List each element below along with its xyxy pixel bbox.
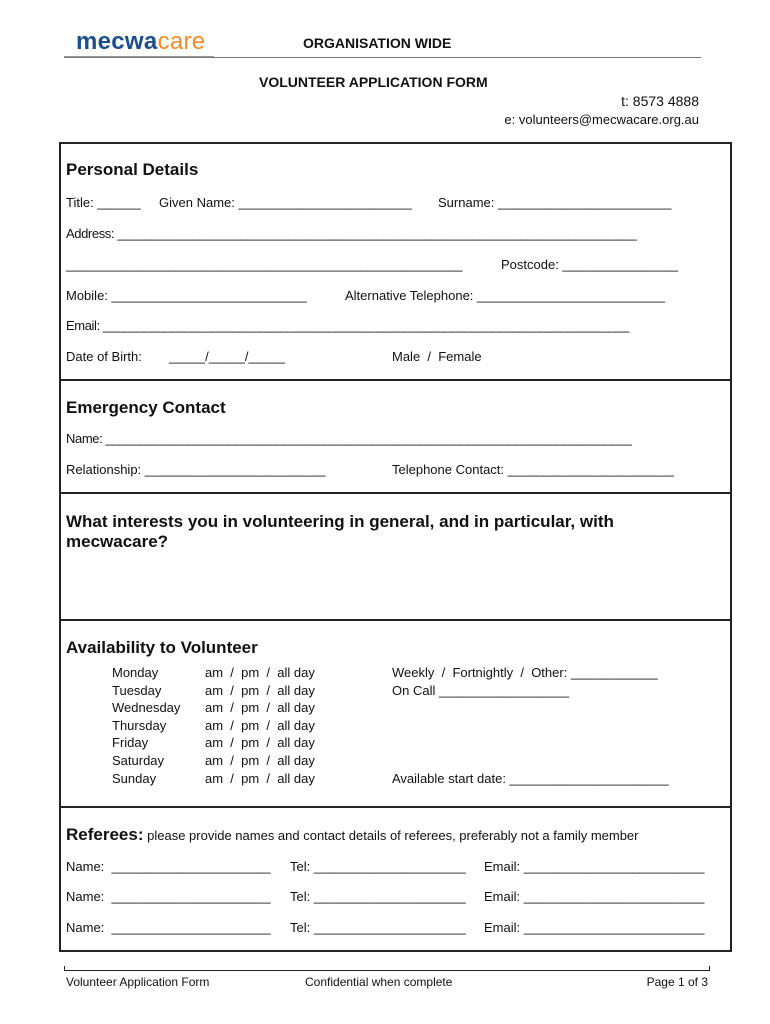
day-label: Friday [112, 735, 149, 750]
footer-confidential: Confidential when complete [305, 975, 453, 989]
referee-name-field[interactable]: Name: ______________________ [66, 859, 271, 874]
address-field[interactable]: Address: ____________________________________________________________________________ [66, 226, 637, 241]
time-slot-options[interactable]: am / pm / all day [205, 683, 315, 698]
title-field[interactable]: Title: ______ [66, 195, 141, 210]
referee-tel-field[interactable]: Tel: _____________________ [290, 859, 466, 874]
referee-email-field[interactable]: Email: _________________________ [484, 920, 705, 935]
referee-tel-field[interactable]: Tel: _____________________ [290, 920, 466, 935]
address-line2-field[interactable]: __________________________________________________________ [66, 257, 463, 272]
interest-question-line2: mecwacare? [66, 532, 169, 551]
availability-heading: Availability to Volunteer [66, 638, 258, 657]
section-divider [59, 492, 732, 494]
time-slot-options[interactable]: am / pm / all day [205, 718, 315, 733]
referee-name-field[interactable]: Name: ______________________ [66, 889, 271, 904]
telephone-contact-field[interactable]: Telephone Contact: _______________________ [392, 462, 674, 477]
logo-secondary: care [157, 28, 206, 55]
frequency-options[interactable]: Weekly / Fortnightly / Other: ____________ [392, 665, 658, 680]
gender-options[interactable]: Male / Female [392, 349, 482, 364]
mecwacare-logo [76, 30, 205, 54]
dob-field[interactable]: _____/_____/_____ [169, 349, 285, 364]
contact-phone: t: 8573 4888 [621, 93, 699, 109]
referee-tel-field[interactable]: Tel: _____________________ [290, 889, 466, 904]
contact-email: e: volunteers@mecwacare.org.au [504, 112, 699, 127]
on-call-field[interactable]: On Call __________________ [392, 683, 570, 698]
section-divider [59, 619, 732, 621]
emergency-contact-heading: Emergency Contact [66, 398, 226, 417]
referee-name-field[interactable]: Name: ______________________ [66, 920, 271, 935]
time-slot-options[interactable]: am / pm / all day [205, 753, 315, 768]
relationship-field[interactable]: Relationship: _________________________ [66, 462, 326, 477]
interest-question-line1: What interests you in volunteering in general, and in particular, with [66, 512, 614, 531]
section-divider [59, 806, 732, 808]
logo-primary: mecwa [76, 28, 158, 55]
referees-note: please provide names and contact details of referees, preferably not a family member [147, 828, 639, 843]
header-rule [64, 57, 701, 58]
department-label: ORGANISATION WIDE [303, 35, 452, 51]
personal-details-heading: Personal Details [66, 160, 199, 179]
time-slot-options[interactable]: am / pm / all day [205, 665, 315, 680]
day-label: Saturday [112, 753, 165, 768]
email-field[interactable]: Email: _____________________________________________________________________________ [66, 318, 629, 333]
day-label: Monday [112, 665, 159, 680]
mobile-field[interactable]: Mobile: ___________________________ [66, 288, 307, 303]
dob-label: Date of Birth: [66, 349, 142, 364]
given-name-field[interactable]: Given Name: ________________________ [159, 195, 412, 210]
available-start-date-field[interactable]: Available start date: ______________________ [392, 771, 669, 786]
postcode-field[interactable]: Postcode: ________________ [501, 257, 679, 272]
form-title: VOLUNTEER APPLICATION FORM [259, 74, 488, 90]
alternative-telephone-field[interactable]: Alternative Telephone: __________________________ [345, 288, 665, 303]
referees-heading: Referees: [66, 825, 144, 844]
surname-field[interactable]: Surname: ________________________ [438, 195, 672, 210]
day-label: Thursday [112, 718, 167, 733]
time-slot-options[interactable]: am / pm / all day [205, 735, 315, 750]
emergency-name-field[interactable]: Name: _____________________________________________________________________________ [66, 431, 632, 446]
day-label: Sunday [112, 771, 157, 786]
referee-email-field[interactable]: Email: _________________________ [484, 859, 705, 874]
interest-answer-area[interactable] [64, 558, 726, 616]
footer-form-name: Volunteer Application Form [66, 975, 210, 989]
section-divider [59, 379, 732, 381]
time-slot-options[interactable]: am / pm / all day [205, 700, 315, 715]
footer-rule [64, 970, 710, 971]
footer-page-number: Page 1 of 3 [646, 975, 708, 989]
day-label: Wednesday [112, 700, 181, 715]
time-slot-options[interactable]: am / pm / all day [205, 771, 315, 786]
referees-header [66, 826, 639, 843]
day-label: Tuesday [112, 683, 162, 698]
referee-email-field[interactable]: Email: _________________________ [484, 889, 705, 904]
